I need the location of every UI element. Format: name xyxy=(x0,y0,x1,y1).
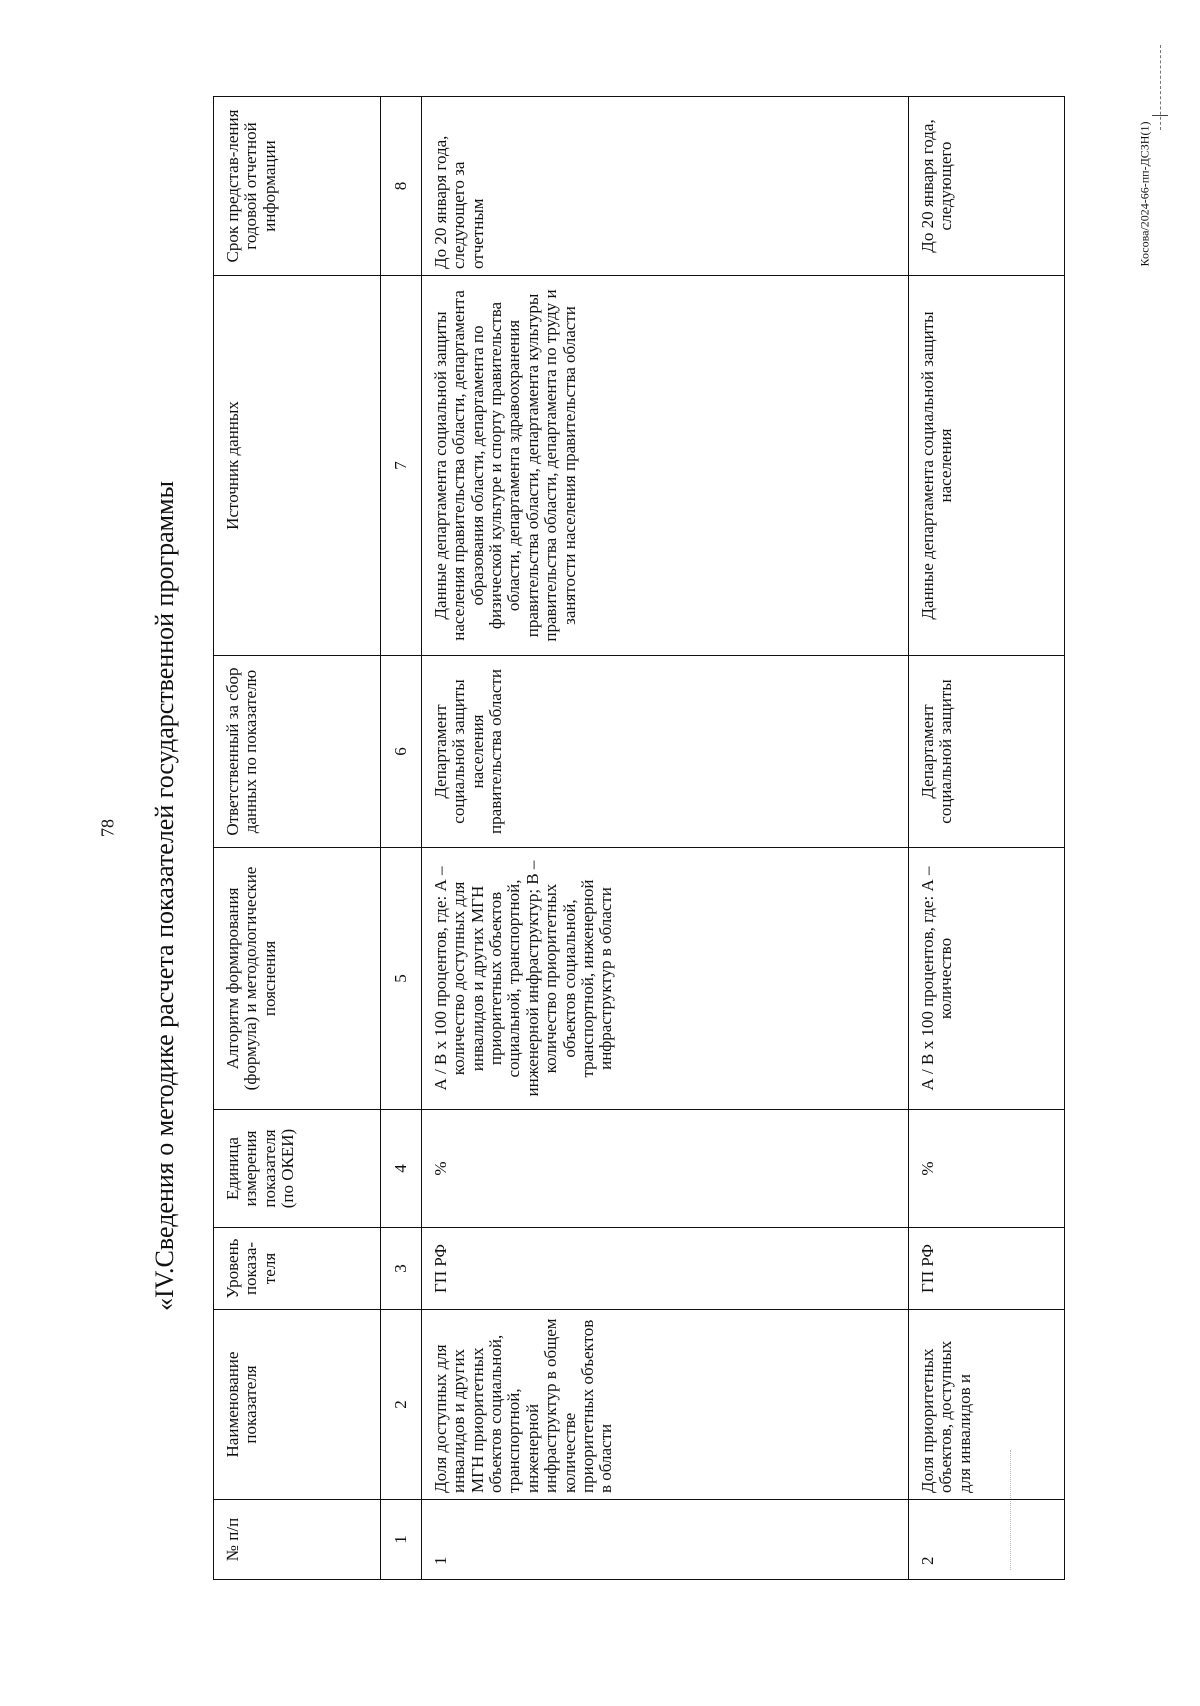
page-title: «IV.Сведения о методике расчета показателей государственной программы xyxy=(150,480,179,1312)
column-number: 6 xyxy=(381,656,422,848)
table-row xyxy=(909,97,1065,1580)
column-number: 2 xyxy=(381,1310,422,1500)
column-number: 7 xyxy=(381,276,422,656)
header-unit: Единица измерения показателя (по ОКЕИ) xyxy=(214,1110,381,1228)
document-code: Косова/2024-66-пп-ДСЗН(1) xyxy=(1137,121,1152,267)
table-row xyxy=(422,97,909,1580)
header-algorithm: Алгоритм формирования (формула) и методологические пояснения xyxy=(214,848,381,1110)
header-data-source: Источник данных xyxy=(214,276,381,656)
indicator-algorithm: А / В x 100 процентов, где: А – количество доступных для инвалидов и других МГН приоритетных объектов социальной, транспортной, инженерной инфраструктур; В – количество приоритетных объектов социальной, транспортной, инженерной инфраструктур в области xyxy=(422,848,909,1110)
scan-mark xyxy=(1152,115,1168,116)
page-number: 78 xyxy=(97,819,118,837)
scan-mark xyxy=(1160,45,1162,130)
column-number: 1 xyxy=(381,1500,422,1580)
indicator-methodology-table-wrapper xyxy=(213,97,1108,1580)
indicator-name: Доля приоритетных объектов, доступных для инвалидов и xyxy=(909,1310,1065,1500)
header-indicator-level: Уровень показа-теля xyxy=(214,1228,381,1310)
indicator-level: ГП РФ xyxy=(909,1228,1065,1310)
row-number: 2 xyxy=(909,1500,1065,1580)
indicator-unit: % xyxy=(909,1110,1065,1228)
column-number: 5 xyxy=(381,848,422,1110)
indicator-deadline: До 20 января года, следующего за отчетным xyxy=(422,97,909,276)
indicator-methodology-table xyxy=(213,96,1065,1580)
indicator-algorithm: А / В x 100 процентов, где: А – количество xyxy=(909,848,1065,1110)
column-number: 8 xyxy=(381,97,422,276)
indicator-responsible: Департамент социальной защиты населения правительства области xyxy=(422,656,909,848)
indicator-deadline: До 20 января года, следующего xyxy=(909,97,1065,276)
column-number: 4 xyxy=(381,1110,422,1228)
indicator-unit: % xyxy=(422,1110,909,1228)
table-header-row xyxy=(214,97,381,1580)
indicator-responsible: Департамент социальной защиты xyxy=(909,656,1065,848)
indicator-level: ГП РФ xyxy=(422,1228,909,1310)
row-number: 1 xyxy=(422,1500,909,1580)
indicator-data-source: Данные департамента социальной защиты населения xyxy=(909,276,1065,656)
indicator-data-source: Данные департамента социальной защиты населения правительства области, департамента образования области, департамента по физической культуре и спорту правительства области, департамента здравоохранения правительства области, департамента культуры правительства области, департамента по труду и занятости населения правительства области xyxy=(422,276,909,656)
header-no: № п/п xyxy=(214,1500,381,1580)
column-number: 3 xyxy=(381,1228,422,1310)
header-deadline: Срок представ-ления годовой отчетной информации xyxy=(214,97,381,276)
header-responsible: Ответственный за сбор данных по показателю xyxy=(214,656,381,848)
header-indicator-name: Наименование показателя xyxy=(214,1310,381,1500)
indicator-name: Доля доступных для инвалидов и других МГН приоритетных объектов социальной, транспортной, инженерной инфраструктур в общем количестве приоритетных объектов в области xyxy=(422,1310,909,1500)
column-number-row xyxy=(381,97,422,1580)
